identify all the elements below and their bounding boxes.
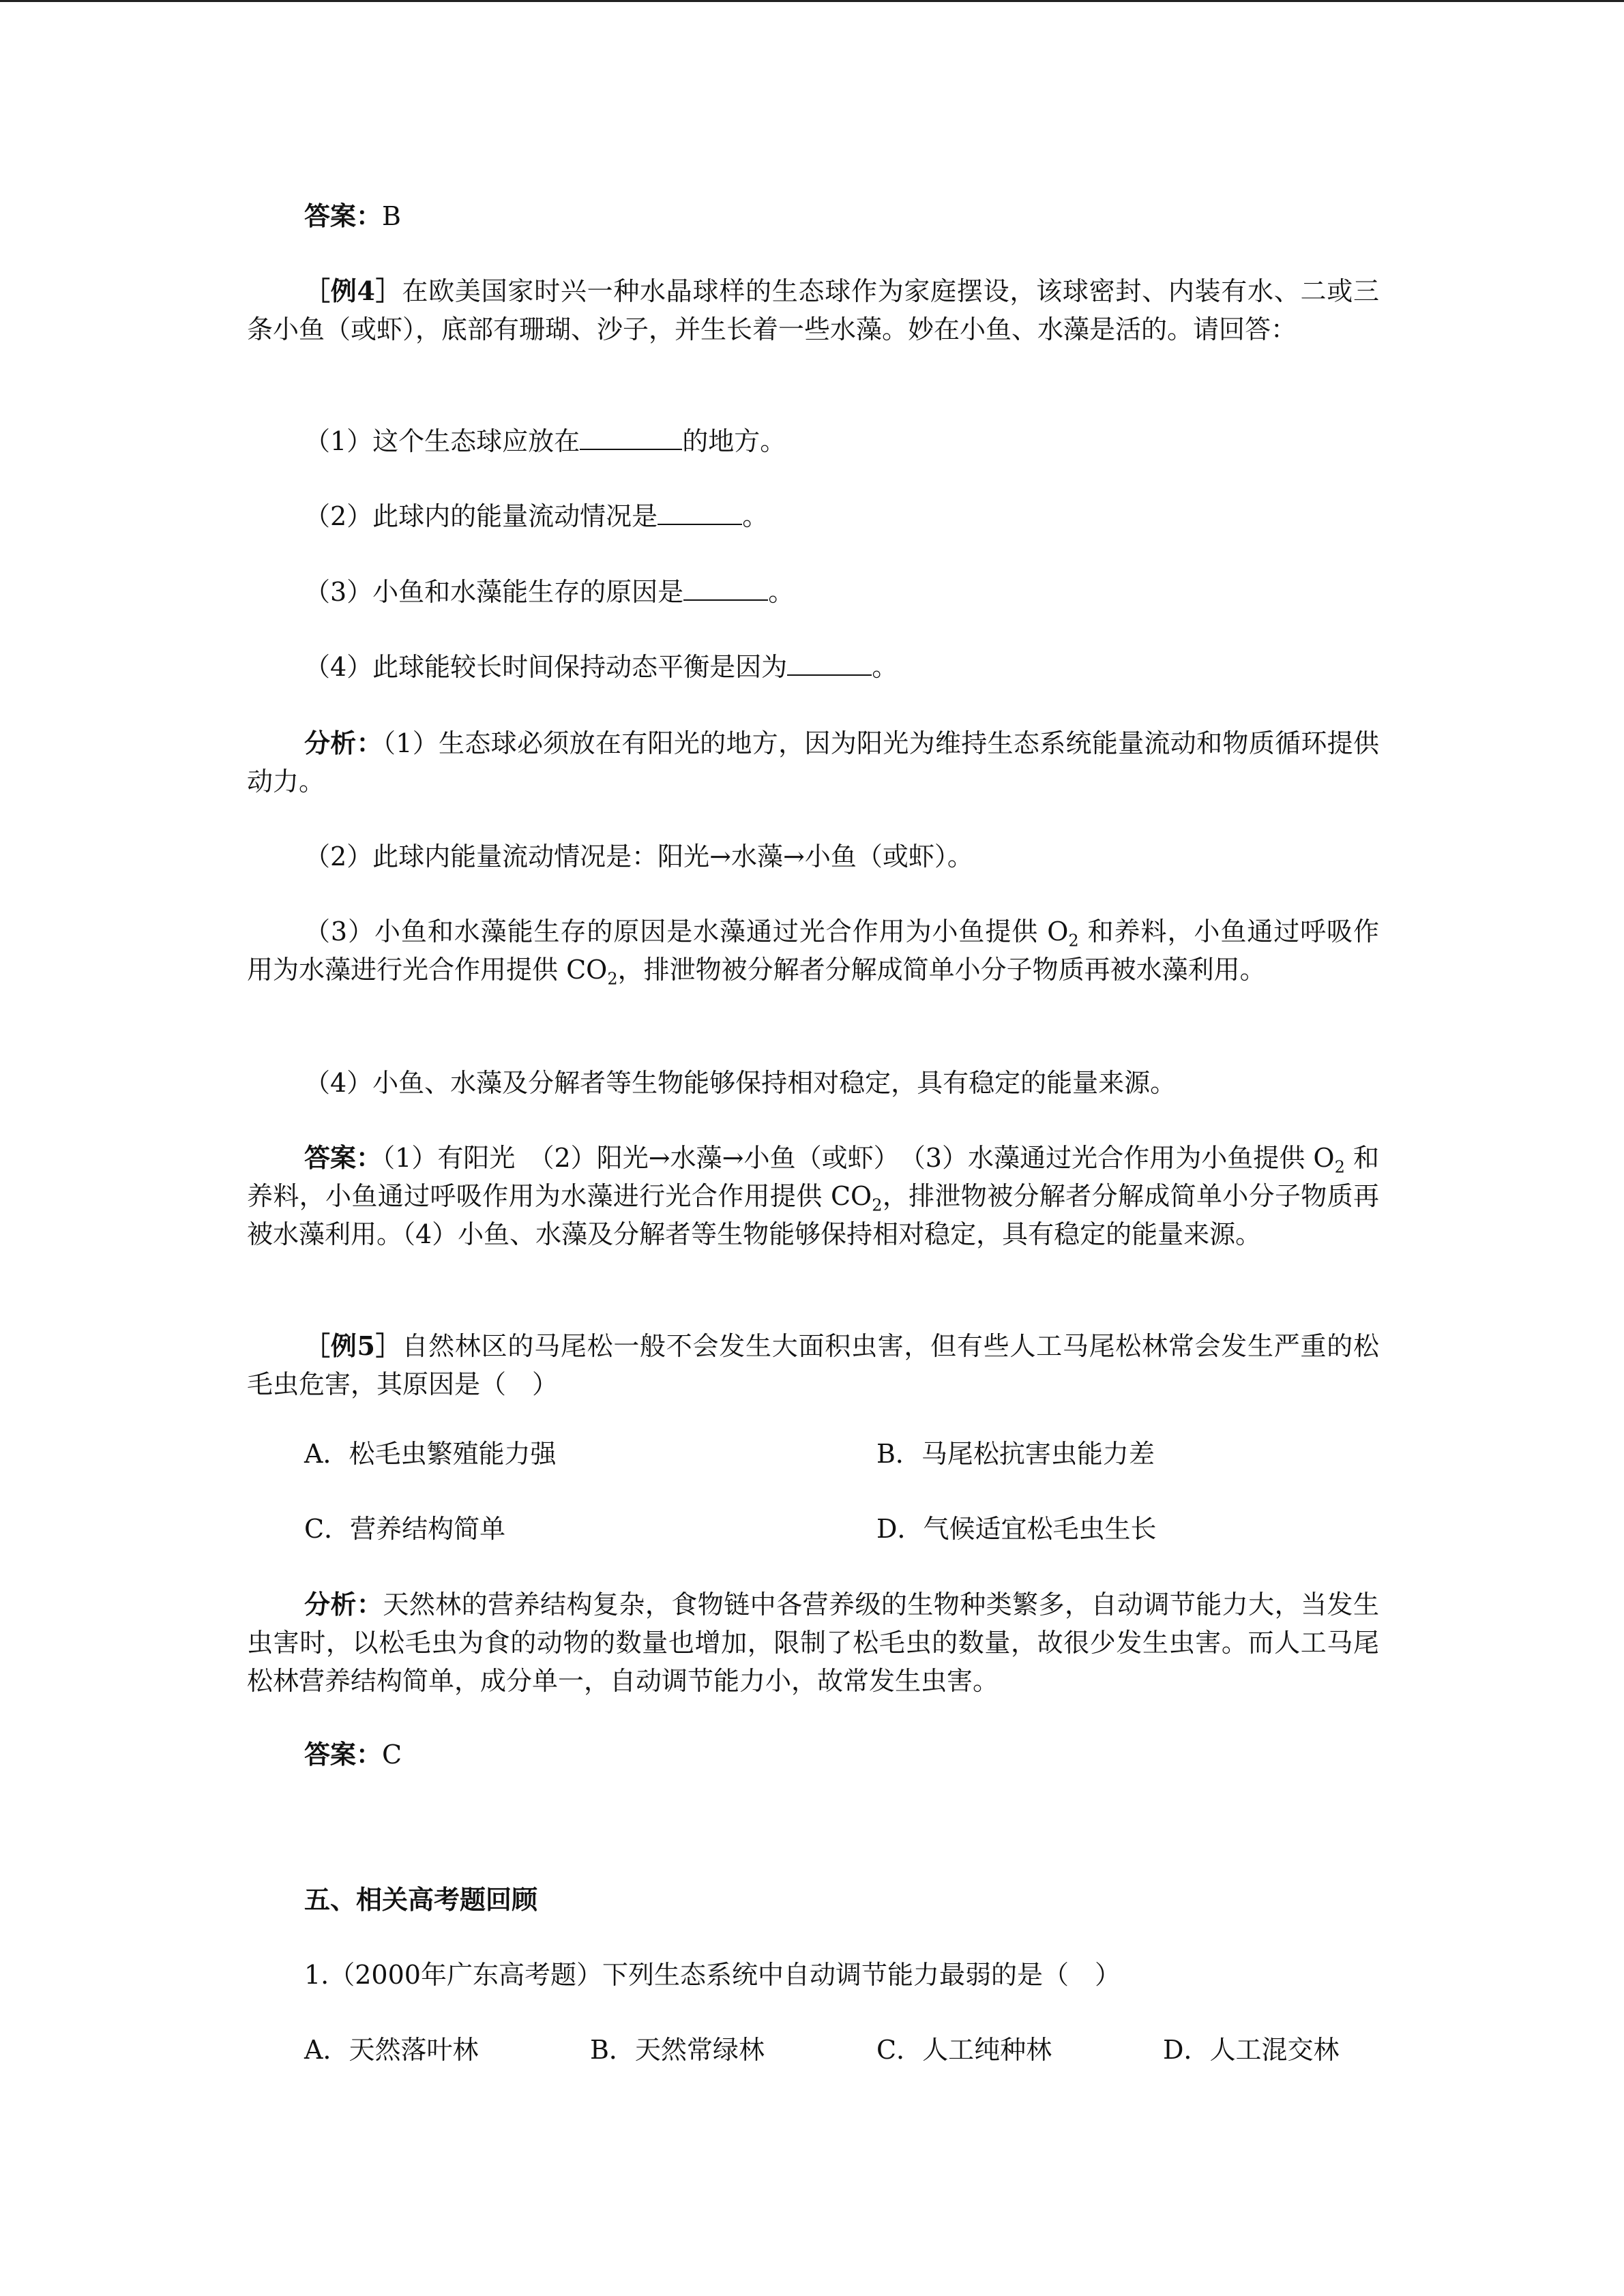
q4-blank[interactable] (787, 650, 872, 676)
q1-tail: 的地方。 (682, 426, 786, 456)
answer-line-prev (247, 197, 1379, 235)
section-5-question-1: 1.（2000年广东高考题）下列生态系统中自动调节能力最弱的是（ ） (304, 1960, 1121, 1990)
answer-label: 答案： (304, 1739, 383, 1770)
example-4-stem (247, 272, 1379, 348)
q3-tail: 。 (768, 577, 795, 607)
q1-text: （1）这个生态球应放在 (304, 426, 580, 456)
answer-value: B (382, 201, 401, 231)
q4-tail: 。 (872, 652, 898, 682)
example-4-tag: ［例4］ (304, 275, 402, 306)
analysis-3-text-a: （3）小鱼和水藻能生存的原因是水藻通过光合作用为小鱼提供 O (304, 916, 1069, 946)
q1-option-c: C．人工纯种林 (876, 2035, 1052, 2065)
analysis-label: 分析： (304, 728, 383, 758)
example-5-option-d: D．气候适宜松毛虫生长 (876, 1514, 1157, 1544)
example-4-question-text: 在欧美国家时兴一种水晶球样的生态球作为家庭摆设，该球密封、内装有水、二或三条小鱼（或虾），底部有珊瑚、沙子，并生长着一些水藻。妙在小鱼、水藻是活的。请回答： (247, 276, 1379, 344)
subscript: 2 (1068, 931, 1079, 951)
example-4-analysis-3 (247, 912, 1379, 989)
answer-label: 答案： (304, 1142, 383, 1173)
q2-tail: 。 (742, 501, 769, 531)
example-4-analysis-2: （2）此球内能量流动情况是：阳光→水藻→小鱼（或虾）。 (304, 841, 973, 871)
answer-value: C (382, 1740, 402, 1770)
section-title: 五、相关高考题回顾 (304, 1884, 538, 1915)
example-5-option-b: B．马尾松抗害虫能力差 (876, 1439, 1155, 1469)
example-4-analysis-1 (247, 724, 1379, 801)
q1-option-b: B．天然常绿林 (590, 2035, 765, 2065)
example-4-q4 (304, 648, 898, 686)
analysis-3-text-b: 和养料，小鱼通过呼吸作用为水藻进行光合作用提供 CO (247, 916, 1379, 985)
subscript: 2 (1334, 1157, 1345, 1177)
q2-blank[interactable] (658, 499, 742, 525)
answer-label: 答案： (304, 200, 383, 231)
answer-text-b: 和养料，小鱼通过呼吸作用为水藻进行光合作用提供 CO (247, 1143, 1379, 1211)
example-5-tag: ［例5］ (304, 1330, 402, 1361)
example-5-analysis-text: 天然林的营养结构复杂，食物链中各营养级的生物种类繁多，自动调节能力大，当发生虫害时，以松毛虫为食的动物的数量也增加，限制了松毛虫的数量，故很少发生虫害。而人工马尾松林营养结构简单，成分单一，自动调节能力小，故常发生虫害。 (247, 1590, 1379, 1696)
q1-option-a: A．天然落叶林 (304, 2035, 479, 2065)
q4-text: （4）此球能较长时间保持动态平衡是因为 (304, 652, 788, 682)
example-5-stem (247, 1327, 1379, 1403)
example-5-option-a: A．松毛虫繁殖能力强 (304, 1439, 557, 1469)
analysis-3-text-c: ，排泄物被分解者分解成简单小分子物质再被水藻利用。 (617, 955, 1266, 985)
example-5-question-text: 自然林区的马尾松一般不会发生大面积虫害，但有些人工马尾松林常会发生严重的松毛虫危害，其原因是（ ） (247, 1331, 1379, 1399)
q1-option-d: D．人工混交林 (1163, 2035, 1340, 2065)
q3-blank[interactable] (683, 575, 768, 601)
example-5-answer (247, 1735, 1379, 1774)
answer-text-a: （1）有阳光 （2）阳光→水藻→小鱼（或虾） （3）水藻通过光合作用为小鱼提供 O (382, 1143, 1335, 1173)
q2-text: （2）此球内的能量流动情况是 (304, 501, 658, 531)
subscript: 2 (872, 1195, 883, 1215)
analysis-label: 分析： (304, 1589, 383, 1620)
example-4-analysis-4: （4）小鱼、水藻及分解者等生物能够保持相对稳定，具有稳定的能量来源。 (304, 1068, 1177, 1098)
q3-text: （3）小鱼和水藻能生存的原因是 (304, 577, 684, 607)
example-4-q1 (304, 422, 786, 460)
q1-blank[interactable] (580, 424, 682, 450)
example-4-q3 (304, 573, 794, 611)
subscript: 2 (607, 969, 618, 989)
example-5-analysis (247, 1585, 1379, 1700)
example-5-option-c: C．营养结构简单 (304, 1514, 506, 1544)
analysis-1-text: （1）生态球必须放在有阳光的地方，因为阳光为维持生态系统能量流动和物质循环提供动力。 (247, 728, 1379, 796)
example-4-answer (247, 1139, 1379, 1253)
example-4-q2 (304, 497, 768, 535)
answer-text-c: ，排泄物被分解者分解成简单小分子物质再被水藻利用。（4）小鱼、水藻及分解者等生物能够保持相对稳定，具有稳定的能量来源。 (247, 1181, 1379, 1249)
